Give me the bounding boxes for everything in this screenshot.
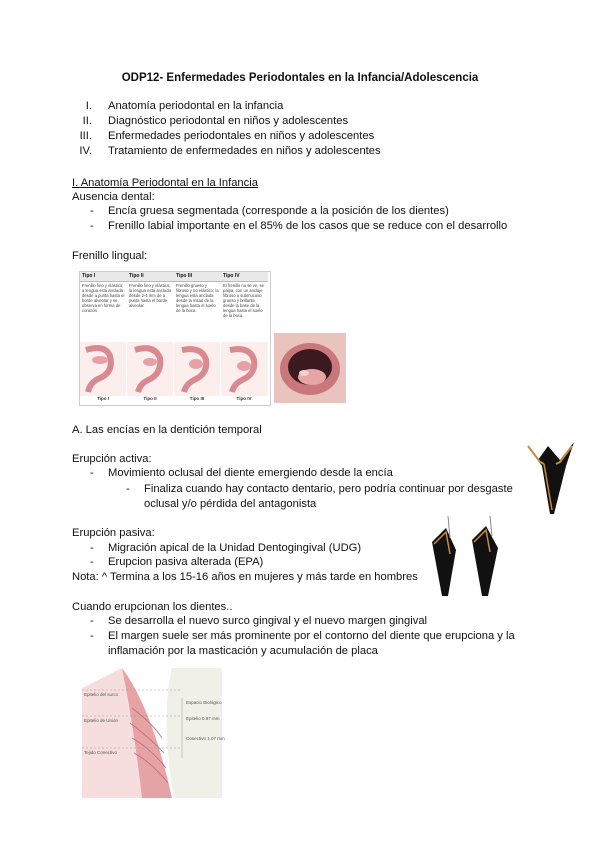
list-item: Erupcion pasiva alterada (EPA) xyxy=(108,556,264,568)
list-item: Migración apical de la Unidad Dentogingival (UDG) xyxy=(108,542,362,554)
table-cell: El frenillo no se ve, se palpa, con un anclaje fibroso o submucoso grueso y brillante desde la base de la lengua hasta el suelo de la boca. xyxy=(223,283,264,318)
toc-num: IV. xyxy=(79,145,92,157)
toc-num: III. xyxy=(79,130,92,142)
tongue-type-2-image xyxy=(127,342,173,396)
table-cell: Frenillo fino y elástico; la lengua está anclada desde 2-4 mm de a punta hasta el borde alveolar. xyxy=(129,283,171,308)
bullet-dash: - xyxy=(90,630,94,642)
table-caption: Tipo I xyxy=(97,396,109,401)
bullet-dash: - xyxy=(90,220,94,232)
frenillo-table xyxy=(79,271,271,406)
bullet-dash: - xyxy=(90,542,94,554)
bullet-dash: - xyxy=(90,615,94,627)
bullet-dash: - xyxy=(90,467,94,479)
table-cell: Frenillo grueso y fibroso y no elástico; la lengua está anclada desde la mitad de la lengua hasta el suelo de la boca. xyxy=(176,283,219,313)
diagram-label: Tejido Conectivo xyxy=(84,750,118,755)
toc-num: I. xyxy=(85,100,92,112)
diagram-label: Epitelio de Unión xyxy=(84,718,119,723)
toc-item: Tratamiento de enfermedades en niños y adolescentes xyxy=(108,145,381,157)
list-item: Movimiento oclusal del diente emergiendo desde la encía xyxy=(108,467,393,479)
toc-item: Enfermedades periodontales en niños y adolescentes xyxy=(108,130,375,142)
bullet-dash: - xyxy=(126,483,130,495)
cuando-label: Cuando erupcionan los dientes.. xyxy=(72,601,233,613)
tongue-type-4-image xyxy=(221,342,268,396)
diagram-label: Conectivo 1.07 mm xyxy=(186,736,225,741)
list-item: El margen suele ser más prominente por el contorno del diente que erupciona y la xyxy=(108,630,515,642)
gingiva-diagram xyxy=(82,668,252,798)
toc-item: Anatomía periodontal en la infancia xyxy=(108,100,284,112)
list-item: Encía gruesa segmentada (corresponde a la posición de los dientes) xyxy=(108,205,449,217)
table-caption: Tipo II xyxy=(143,396,157,401)
list-item: Se desarrolla el nuevo surco gingival y el nuevo margen gingival xyxy=(108,615,428,627)
mouth-photo xyxy=(274,333,346,403)
tooth-eruption-image xyxy=(520,436,580,516)
list-item-cont: inflamación por la masticación y acumulación de placa xyxy=(108,645,378,657)
table-header: Tipo I xyxy=(80,272,127,282)
note: Nota: ^ Termina a los 15-16 años en mujeres y más tarde en hombres xyxy=(72,571,418,583)
bullet-dash: - xyxy=(90,205,94,217)
section-heading: I. Anatomía Periodontal en la Infancia xyxy=(72,177,258,189)
page-title: ODP12- Enfermedades Periodontales en la Infancia/Adolescencia xyxy=(121,72,479,84)
list-item: Frenillo labial importante en el 85% de los casos que se reduce con el desarrollo xyxy=(108,220,508,232)
ausencia-label: Ausencia dental: xyxy=(72,191,155,203)
table-caption: Tipo IV xyxy=(236,396,252,401)
bullet-dash: - xyxy=(90,556,94,568)
tongue-illustrations xyxy=(80,342,268,396)
tongue-type-1-image xyxy=(80,342,126,396)
table-header: Tipo III xyxy=(174,272,221,282)
toc-num: II. xyxy=(82,115,92,127)
section-heading: A. Las encías en la dentición temporal xyxy=(72,424,262,436)
diagram-label: Espacio Biológico xyxy=(186,700,222,705)
toc-item: Diagnóstico periodontal en niños y adolescentes xyxy=(108,115,349,127)
frenillo-label: Frenillo lingual: xyxy=(72,250,148,262)
erupcion-activa-label: Erupción activa: xyxy=(72,453,152,465)
table-caption: Tipo III xyxy=(189,396,205,401)
table-cell: Frenillo fino y elástico; a lengua está anclada desde a punta hasta el borde alveolar y se observa en forma de corazón xyxy=(82,283,125,313)
tongue-type-3-image xyxy=(174,342,220,396)
sub-list-item-cont: oclusal y/o pérdida del antagonista xyxy=(144,498,317,510)
teeth-passive-eruption-image xyxy=(428,514,508,598)
diagram-label: Epitelio 0.97 mm xyxy=(186,716,220,721)
gingiva-drawing xyxy=(82,668,252,798)
erupcion-pasiva-label: Erupción pasiva: xyxy=(72,527,155,539)
table-header: Tipo II xyxy=(127,272,174,282)
sub-list-item: Finaliza cuando hay contacto dentario, pero podría continuar por desgaste xyxy=(144,483,513,495)
table-header: Tipo IV xyxy=(221,272,268,282)
diagram-label: Epitelio del surco xyxy=(84,692,119,697)
